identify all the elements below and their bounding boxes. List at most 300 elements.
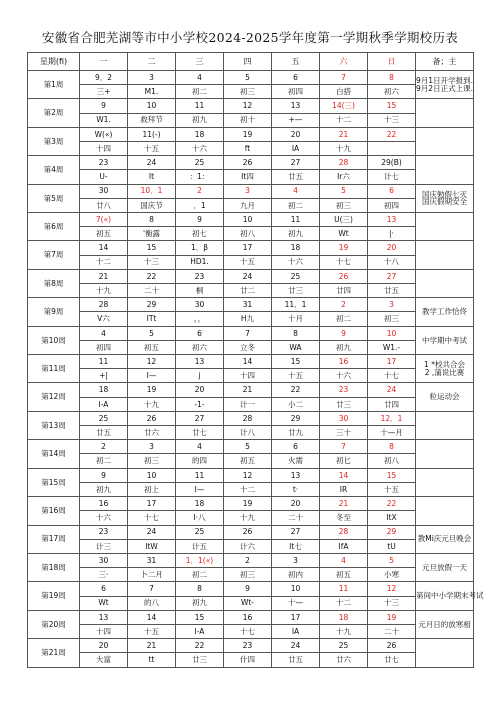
date-cell: 20 [176, 383, 224, 397]
date-cell: 3 [128, 440, 176, 454]
lunar-cell: 初九 [272, 227, 320, 241]
week-label: 第5周 [28, 184, 80, 212]
date-cell: 23 [176, 269, 224, 283]
lunar-cell: 初二 [176, 85, 224, 99]
week-row-lunar [28, 454, 474, 468]
date-cell: 10 [368, 326, 416, 340]
week-label: 第15周 [28, 468, 80, 496]
lunar-cell: 初三 [224, 568, 272, 582]
lunar-cell: 十六 [80, 511, 128, 525]
lunar-cell: It四 [224, 170, 272, 184]
lunar-cell: 初四 [368, 198, 416, 212]
date-cell: 27 [272, 156, 320, 170]
date-cell: 2 [80, 440, 128, 454]
lunar-cell: -1- [176, 397, 224, 411]
week-row-lunar [28, 624, 474, 638]
date-cell: 28 [80, 298, 128, 312]
week-row-lunar [28, 511, 474, 525]
date-cell: 2 [224, 553, 272, 567]
date-cell: 7(«) [80, 213, 128, 227]
week-row-lunar [28, 170, 474, 184]
date-cell: 30 [80, 184, 128, 198]
lunar-cell: 初五 [320, 568, 368, 582]
date-cell: 11 [176, 99, 224, 113]
lunar-cell: 十二 [320, 113, 368, 127]
lunar-cell: j [176, 369, 224, 383]
lunar-cell: 廿九 [272, 426, 320, 440]
date-cell: 25 [176, 525, 224, 539]
header-day-sunday: 日 [368, 53, 416, 71]
notes-cell [416, 468, 474, 496]
header-day: 五 [272, 53, 320, 71]
lunar-cell: 的四 [176, 454, 224, 468]
lunar-cell: 小二 [272, 397, 320, 411]
lunar-cell: 初九 [80, 482, 128, 496]
week-label: 第19周 [28, 582, 80, 610]
note-line: 元月日的放寒相 [418, 619, 471, 629]
date-cell: 15 [368, 99, 416, 113]
week-row-dates [28, 326, 474, 340]
header-notes: 备；主 [416, 53, 474, 71]
date-cell: 17 [128, 497, 176, 511]
notes-cell [416, 269, 474, 297]
notes-cell [416, 610, 474, 638]
lunar-cell: 十五 [224, 255, 272, 269]
date-cell: U(三) [320, 213, 368, 227]
lunar-cell: 初二 [80, 454, 128, 468]
date-cell: 10 [128, 468, 176, 482]
week-label: 第1周 [28, 71, 80, 99]
date-cell: 24 [224, 269, 272, 283]
lunar-cell: 十五 [368, 482, 416, 496]
lunar-cell: ．1 [176, 198, 224, 212]
page-title: 安徽省合肥芜湖等市中小学校2024-2025学年度第一学期秋季学期校历表 [41, 30, 459, 45]
lunar-cell: 十—月 [368, 426, 416, 440]
header-day: 四 [224, 53, 272, 71]
lunar-cell: 十— [272, 596, 320, 610]
lunar-cell: ，， [176, 312, 224, 326]
week-row-lunar [28, 227, 474, 241]
date-cell: 23 [320, 383, 368, 397]
lunar-cell: ITt [128, 312, 176, 326]
note-line: 2 ,蒲说比赛 [424, 367, 465, 377]
date-cell: 26 [128, 411, 176, 425]
date-cell: 30 [176, 298, 224, 312]
date-cell: 12 [224, 99, 272, 113]
lunar-cell: 三十 [320, 426, 368, 440]
date-cell: 15 [368, 468, 416, 482]
lunar-cell: IR [320, 482, 368, 496]
lunar-cell: 十九 [128, 397, 176, 411]
notes-cell [416, 71, 474, 99]
date-cell: 26 [320, 269, 368, 283]
header-row [28, 53, 474, 71]
lunar-cell: 计一 [224, 397, 272, 411]
date-cell: 12．1 [368, 411, 416, 425]
date-cell: 7 [320, 440, 368, 454]
lunar-cell: 廿六 [128, 426, 176, 440]
week-row-lunar [28, 596, 474, 610]
date-cell: 5 [224, 71, 272, 85]
date-cell: 13 [272, 468, 320, 482]
date-cell: 18 [272, 241, 320, 255]
date-cell: 31 [224, 298, 272, 312]
date-cell: 25 [80, 411, 128, 425]
date-cell: 26 [224, 156, 272, 170]
date-cell: 23 [80, 156, 128, 170]
lunar-cell: 初九 [320, 340, 368, 354]
date-cell: 30 [320, 411, 368, 425]
date-cell: 18 [176, 497, 224, 511]
lunar-cell: 初六 [368, 85, 416, 99]
lunar-cell: IA [272, 142, 320, 156]
date-cell: 24 [368, 383, 416, 397]
lunar-cell: 的八 [128, 596, 176, 610]
notes-cell [416, 127, 474, 155]
header-day: 三 [176, 53, 224, 71]
date-cell: 17 [368, 355, 416, 369]
lunar-cell: 十四 [224, 369, 272, 383]
lunar-cell: 十三 [368, 113, 416, 127]
week-row-lunar [28, 426, 474, 440]
lunar-cell: W1.- [368, 340, 416, 354]
notes-cell [416, 440, 474, 468]
date-cell: 28 [224, 411, 272, 425]
week-row-dates [28, 269, 474, 283]
lunar-cell [368, 142, 416, 156]
date-cell: 1．β [176, 241, 224, 255]
lunar-cell: WA [272, 340, 320, 354]
lunar-cell: 十三 [368, 596, 416, 610]
week-row-dates [28, 71, 474, 85]
date-cell: 21 [128, 639, 176, 653]
date-cell: 17 [224, 241, 272, 255]
date-cell: 11(-) [128, 127, 176, 141]
date-cell: 25 [176, 156, 224, 170]
lunar-cell: 火需 [272, 454, 320, 468]
week-row-lunar [28, 397, 474, 411]
lunar-cell: 计六 [224, 539, 272, 553]
date-cell: 3 [224, 184, 272, 198]
date-cell: 19 [320, 241, 368, 255]
lunar-cell: 大富 [80, 653, 128, 668]
date-cell: W(«) [80, 127, 128, 141]
week-row-lunar [28, 482, 474, 496]
note-line: 国庆勉假七灭 [422, 189, 467, 199]
lunar-cell: 初二 [176, 568, 224, 582]
lunar-cell: 什四 [224, 653, 272, 668]
date-cell: 15 [128, 241, 176, 255]
date-cell: 27 [176, 411, 224, 425]
date-cell: 6 [272, 71, 320, 85]
date-cell: 8 [368, 71, 416, 85]
date-cell: 18 [80, 383, 128, 397]
week-row-lunar [28, 142, 474, 156]
date-cell: 26 [224, 525, 272, 539]
date-cell: 7 [128, 582, 176, 596]
lunar-cell: 初四 [80, 340, 128, 354]
lunar-cell: Ir六 [320, 170, 368, 184]
week-label: 第20周 [28, 610, 80, 638]
lunar-cell: V六 [80, 312, 128, 326]
week-row-lunar [28, 653, 474, 668]
notes-cell [416, 582, 484, 610]
lunar-cell: 廿三 [320, 397, 368, 411]
date-cell: 19 [368, 610, 416, 624]
lunar-cell: 白搭 [320, 85, 368, 99]
date-cell: 15 [176, 610, 224, 624]
week-label: 第21周 [28, 639, 80, 668]
date-cell: 3 [368, 298, 416, 312]
lunar-cell: +| [80, 369, 128, 383]
week-row-lunar [28, 198, 474, 212]
week-label: 第12周 [28, 383, 80, 411]
date-cell: 22 [368, 127, 416, 141]
header-day: 二 [128, 53, 176, 71]
lunar-cell: 廿三 [272, 284, 320, 298]
date-cell: 7 [320, 71, 368, 85]
lunar-cell: 二十 [272, 511, 320, 525]
week-row-dates [28, 440, 474, 454]
lunar-cell: 初五 [128, 340, 176, 354]
lunar-cell: 初九 [176, 596, 224, 610]
lunar-cell: ItX [368, 511, 416, 525]
week-row-lunar [28, 284, 474, 298]
week-row-lunar [28, 255, 474, 269]
week-label: 第9周 [28, 298, 80, 326]
lunar-cell: 十六 [176, 142, 224, 156]
notes-cell [416, 383, 474, 411]
lunar-cell: 十六 [272, 255, 320, 269]
lunar-cell: IA [272, 624, 320, 638]
notes-cell [416, 213, 474, 241]
date-cell: 15 [272, 355, 320, 369]
date-cell: 20 [80, 639, 128, 653]
week-row-dates [28, 468, 474, 482]
date-cell: 29 [368, 525, 416, 539]
date-cell: 18 [176, 127, 224, 141]
week-row-lunar [28, 539, 474, 553]
lunar-cell: It [128, 170, 176, 184]
date-cell: 1．1(«) [176, 553, 224, 567]
lunar-cell: 十五 [128, 142, 176, 156]
notes-cell [416, 639, 474, 668]
week-row-dates [28, 497, 474, 511]
header-week: 星期(fi) [28, 53, 80, 71]
date-cell: 24 [272, 639, 320, 653]
date-cell: 11 [80, 355, 128, 369]
lunar-cell: 十八 [368, 255, 416, 269]
date-cell: 10．1 [128, 184, 176, 198]
lunar-cell: 卜二月 [128, 568, 176, 582]
date-cell: 8 [272, 326, 320, 340]
date-cell: 9．2 [80, 71, 128, 85]
date-cell: 21 [224, 383, 272, 397]
date-cell: 2 [176, 184, 224, 198]
lunar-cell: M1. [128, 85, 176, 99]
week-row-dates [28, 184, 474, 198]
notes-cell [416, 298, 474, 326]
date-cell: 29 [128, 298, 176, 312]
date-cell: 5 [224, 440, 272, 454]
lunar-cell: 初二 [272, 198, 320, 212]
lunar-cell: W1. [80, 113, 128, 127]
lunar-cell: ft [224, 142, 272, 156]
lunar-cell: 三+ [80, 85, 128, 99]
date-cell: 13 [368, 213, 416, 227]
lunar-cell: 十五 [128, 624, 176, 638]
date-cell: 13 [272, 99, 320, 113]
lunar-cell: 初五 [224, 454, 272, 468]
lunar-cell: H九 [224, 312, 272, 326]
lunar-cell: 十二 [320, 596, 368, 610]
lunar-cell: 十三 [128, 255, 176, 269]
week-row-dates [28, 298, 474, 312]
week-label: 第18周 [28, 553, 80, 581]
lunar-cell: 三· [80, 568, 128, 582]
date-cell: 8 [176, 582, 224, 596]
date-cell: 6 [272, 440, 320, 454]
date-cell: 11 [176, 468, 224, 482]
note-line: 9月2日正式上课. [416, 83, 473, 93]
week-row-lunar [28, 85, 474, 99]
lunar-cell: 初八 [368, 454, 416, 468]
note-line: 1 *校共合会 [424, 360, 465, 370]
lunar-cell: 初三 [320, 198, 368, 212]
date-cell: 9 [224, 582, 272, 596]
lunar-cell: 初六 [176, 340, 224, 354]
lunar-cell: ：1： [176, 170, 224, 184]
date-cell: 19 [224, 497, 272, 511]
lunar-cell: 廿六 [320, 653, 368, 668]
lunar-cell: ItW [128, 539, 176, 553]
lunar-cell: I-A [80, 397, 128, 411]
lunar-cell: 十四 [80, 142, 128, 156]
date-cell: 5 [320, 184, 368, 198]
date-cell: 22 [176, 639, 224, 653]
date-cell: 10 [272, 582, 320, 596]
date-cell: 22 [272, 383, 320, 397]
lunar-cell: Wt [80, 596, 128, 610]
lunar-cell: 廿五 [368, 284, 416, 298]
date-cell: 9 [320, 326, 368, 340]
lunar-cell: 廿四 [320, 284, 368, 298]
lunar-cell: 初二 [320, 312, 368, 326]
notes-cell [416, 355, 474, 383]
lunar-cell: 十四 [80, 624, 128, 638]
date-cell: 28 [320, 156, 368, 170]
lunar-cell: I— [176, 482, 224, 496]
date-cell: 21 [320, 127, 368, 141]
date-cell: 5 [128, 326, 176, 340]
week-row-dates [28, 156, 474, 170]
week-label: 第8周 [28, 269, 80, 297]
week-row-dates [28, 639, 474, 653]
lunar-cell: U- [80, 170, 128, 184]
date-cell: 16 [320, 355, 368, 369]
date-cell: 4 [176, 440, 224, 454]
lunar-cell: 廿四 [368, 397, 416, 411]
note-line: 国庆假期安全 [422, 197, 467, 207]
lunar-cell: '衡露 [128, 227, 176, 241]
lunar-cell: 十七 [128, 511, 176, 525]
lunar-cell: 廿五 [80, 426, 128, 440]
notes-cell [416, 241, 474, 269]
week-row-dates [28, 127, 474, 141]
notes-cell [416, 326, 474, 354]
week-label: 第17周 [28, 525, 80, 553]
date-cell: 14 [80, 241, 128, 255]
date-cell: 5 [368, 553, 416, 567]
week-label: 第16周 [28, 497, 80, 525]
date-cell: 29(B) [368, 156, 416, 170]
lunar-cell: 十九 [224, 511, 272, 525]
date-cell: 9 [176, 213, 224, 227]
lunar-cell: 初四 [272, 85, 320, 99]
lunar-cell: tU [368, 539, 416, 553]
lunar-cell: 十七 [320, 255, 368, 269]
date-cell: 6 [368, 184, 416, 198]
date-cell: 14 [320, 468, 368, 482]
date-cell: 9 [80, 468, 128, 482]
date-cell: 4 [272, 184, 320, 198]
lunar-cell: I— [128, 369, 176, 383]
week-row-lunar [28, 568, 474, 582]
notes-cell [416, 525, 474, 553]
lunar-cell: 初三 [224, 85, 272, 99]
lunar-cell: 立冬 [224, 340, 272, 354]
lunar-cell: 廿三 [176, 653, 224, 668]
note-line: 教Mi庆元旦晚会 [417, 534, 472, 544]
lunar-cell: 二十 [128, 284, 176, 298]
date-cell: 14(三) [320, 99, 368, 113]
lunar-cell: IfA [320, 539, 368, 553]
date-cell: 20 [272, 497, 320, 511]
week-label: 第14周 [28, 440, 80, 468]
lunar-cell: 初九 [176, 113, 224, 127]
lunar-cell: 十六 [320, 369, 368, 383]
lunar-cell: 十九 [320, 142, 368, 156]
notes-cell [416, 99, 474, 127]
date-cell: 8 [368, 440, 416, 454]
date-cell: 2 [320, 298, 368, 312]
lunar-cell: 廿七 [176, 426, 224, 440]
date-cell: 22 [368, 497, 416, 511]
week-row-dates [28, 213, 474, 227]
date-cell: 13 [80, 610, 128, 624]
lunar-cell: Wt- [224, 596, 272, 610]
note-line: 粒运动会 [429, 392, 460, 402]
date-cell: 27 [368, 269, 416, 283]
lunar-cell: 十九 [80, 284, 128, 298]
note-line: 第间中小学期末考试 [416, 591, 484, 601]
date-cell: 10 [224, 213, 272, 227]
date-cell: 19 [128, 383, 176, 397]
lunar-cell: 十九 [320, 624, 368, 638]
lunar-cell: 廿七 [368, 653, 416, 668]
date-cell: 24 [128, 156, 176, 170]
lunar-cell: 廿五 [272, 653, 320, 668]
week-row-lunar [28, 369, 474, 383]
date-cell: 12 [368, 582, 416, 596]
week-row-dates [28, 525, 474, 539]
lunar-cell: 初五 [80, 227, 128, 241]
date-cell: 29 [272, 411, 320, 425]
header-day: 一 [80, 53, 128, 71]
date-cell: 10 [128, 99, 176, 113]
notes-cell [416, 184, 474, 212]
lunar-cell: 初三 [368, 312, 416, 326]
